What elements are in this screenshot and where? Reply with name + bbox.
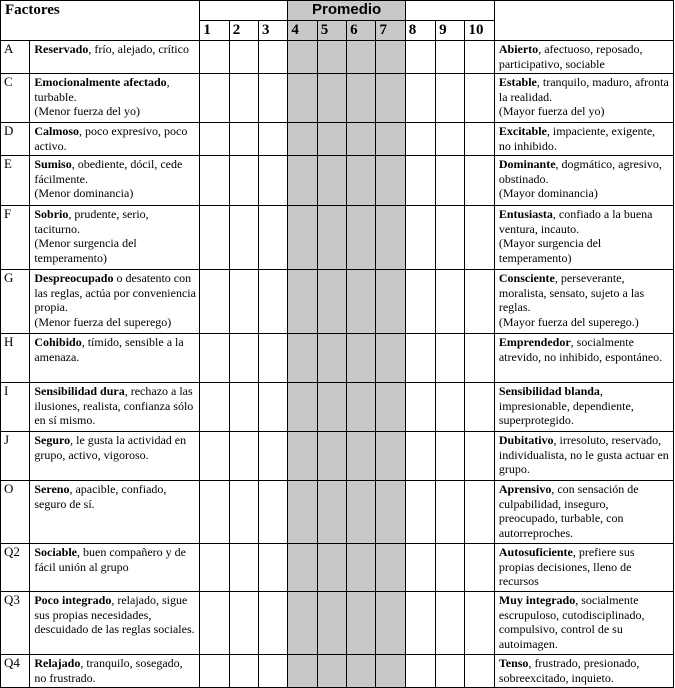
header-blank-right [405,1,494,21]
score-cell-3[interactable] [259,270,288,334]
factor-row [1,432,674,481]
score-cell-9[interactable] [436,270,465,334]
low-pole-trait: Poco integrado [34,593,112,607]
score-cell-10[interactable] [465,41,494,74]
score-cell-1[interactable] [200,270,229,334]
high-pole-trait: Emprendedor [498,335,571,349]
high-pole-trait: Entusiasta [498,207,553,221]
score-cell-8[interactable] [405,41,435,74]
low-pole-traits-rest: , le gusta la actividad en grupo, activo, vigoroso. [34,433,187,462]
low-pole-description [30,74,200,123]
low-pole-description [30,123,200,156]
score-cell-1[interactable] [200,481,229,544]
score-cell-3[interactable] [259,544,288,592]
high-pole-traits-rest: , perseverante, moralista, sensato, sujeto a las reglas. [498,271,645,314]
factor-code: A [1,41,30,74]
score-cell-9[interactable] [436,74,465,123]
low-pole-description [30,383,200,432]
score-cell-5[interactable] [317,123,346,156]
high-pole-trait: Tenso [498,656,529,670]
score-cell-2[interactable] [229,74,258,123]
scale-3: 3 [259,21,288,41]
score-cell-4[interactable] [288,592,317,655]
score-cell-8[interactable] [405,123,435,156]
low-pole-traits-rest: , relajado, sigue sus propias necesidades, descuidado de las reglas sociales. [34,593,195,636]
low-pole-description [30,432,200,481]
high-pole-traits-rest: , afectuoso, reposado, participativo, sociable [498,42,643,71]
score-cell-9[interactable] [436,334,465,383]
high-pole-traits-rest: , frustrado, presionado, sobreexcitado, inquieto. [498,656,640,685]
score-cell-5[interactable] [317,334,346,383]
score-cell-3[interactable] [259,383,288,432]
score-cell-10[interactable] [465,655,494,688]
score-cell-10[interactable] [465,270,494,334]
score-cell-4[interactable] [288,206,317,270]
high-pole-trait: Dominante [498,157,556,171]
scale-4: 4 [288,21,317,41]
factor-code: D [1,123,30,156]
factor-code: H [1,334,30,383]
high-pole-description [494,123,673,156]
score-cell-7[interactable] [376,432,405,481]
high-pole-note: (Mayor surgencia del temperamento) [498,236,602,265]
score-cell-7[interactable] [376,544,405,592]
scale-5: 5 [317,21,346,41]
low-pole-description [30,481,200,544]
score-cell-10[interactable] [465,592,494,655]
high-pole-description [494,270,673,334]
score-cell-5[interactable] [317,41,346,74]
factor-code: O [1,481,30,544]
low-pole-traits-rest: , prudente, serio, taciturno. [34,207,149,236]
high-pole-description [494,41,673,74]
score-cell-5[interactable] [317,655,346,688]
factor-row [1,156,674,206]
score-cell-9[interactable] [436,41,465,74]
score-cell-1[interactable] [200,432,229,481]
score-cell-9[interactable] [436,383,465,432]
score-cell-4[interactable] [288,334,317,383]
scale-2: 2 [229,21,258,41]
score-cell-3[interactable] [259,655,288,688]
score-cell-9[interactable] [436,544,465,592]
score-cell-1[interactable] [200,334,229,383]
factor-row [1,544,674,592]
low-pole-traits-rest: , tranquilo, sosegado, no frustrado. [34,656,183,685]
score-cell-10[interactable] [465,206,494,270]
score-cell-9[interactable] [436,123,465,156]
score-cell-3[interactable] [259,432,288,481]
low-pole-trait: Sensibilidad dura [34,384,125,398]
high-pole-note: (Mayor fuerza del yo) [498,104,605,118]
low-pole-trait: Sociable [34,545,78,559]
score-cell-4[interactable] [288,432,317,481]
score-cell-9[interactable] [436,481,465,544]
factor-code: G [1,270,30,334]
score-cell-4[interactable] [288,74,317,123]
score-cell-6[interactable] [347,156,376,206]
score-cell-1[interactable] [200,206,229,270]
score-cell-8[interactable] [405,655,435,688]
low-pole-description [30,544,200,592]
score-cell-7[interactable] [376,206,405,270]
high-pole-traits-rest: , confiado a la buena ventura, incauto. [498,207,653,236]
high-pole-description [494,655,673,688]
factor-code: Q4 [1,655,30,688]
score-cell-6[interactable] [347,592,376,655]
high-pole-description [494,481,673,544]
score-cell-4[interactable] [288,123,317,156]
score-cell-3[interactable] [259,334,288,383]
score-cell-4[interactable] [288,383,317,432]
score-cell-3[interactable] [259,206,288,270]
high-pole-description [494,383,673,432]
high-pole-trait: Dubitativo [498,433,554,447]
score-cell-10[interactable] [465,123,494,156]
score-cell-2[interactable] [229,592,258,655]
score-cell-1[interactable] [200,123,229,156]
score-cell-9[interactable] [436,592,465,655]
low-pole-trait: Seguro [34,433,71,447]
score-cell-7[interactable] [376,156,405,206]
low-pole-traits-rest: , rechazo a las ilusiones, realista, confianza sólo en sí mismo. [34,384,194,427]
score-cell-9[interactable] [436,432,465,481]
factor-row [1,74,674,123]
high-pole-description [494,74,673,123]
score-cell-5[interactable] [317,74,346,123]
score-cell-7[interactable] [376,334,405,383]
score-cell-8[interactable] [405,383,435,432]
score-cell-5[interactable] [317,383,346,432]
high-pole-description [494,544,673,592]
factor-row [1,41,674,74]
high-pole-description [494,334,673,383]
score-cell-10[interactable] [465,544,494,592]
low-pole-traits-rest: , apacible, confiado, seguro de sí. [34,482,167,511]
factor-row [1,123,674,156]
score-cell-3[interactable] [259,41,288,74]
low-pole-traits-rest: , poco expresivo, poco activo. [34,124,188,153]
score-cell-5[interactable] [317,544,346,592]
score-cell-1[interactable] [200,41,229,74]
score-cell-3[interactable] [259,592,288,655]
score-cell-6[interactable] [347,270,376,334]
score-cell-7[interactable] [376,655,405,688]
high-pole-description [494,432,673,481]
factor-row [1,270,674,334]
high-pole-traits-rest: , impaciente, exigente, no inhibido. [498,124,656,153]
score-cell-8[interactable] [405,156,435,206]
score-cell-7[interactable] [376,74,405,123]
score-cell-1[interactable] [200,156,229,206]
score-cell-8[interactable] [405,432,435,481]
low-pole-note: (Menor surgencia del temperamento) [34,236,137,265]
score-cell-3[interactable] [259,123,288,156]
score-cell-5[interactable] [317,156,346,206]
score-cell-9[interactable] [436,156,465,206]
score-cell-6[interactable] [347,655,376,688]
score-cell-2[interactable] [229,334,258,383]
low-pole-note: (Menor fuerza del yo) [34,104,140,118]
low-pole-trait: Relajado [34,656,81,670]
low-pole-traits-rest: o desatento con las reglas, actúa por conveniencia propia. [34,271,196,314]
score-cell-5[interactable] [317,481,346,544]
high-pole-traits-rest: , impresionable, dependiente, superprotegido. [498,384,634,427]
high-pole-description [494,156,673,206]
high-pole-traits-rest: , socialmente atrevido, no inhibido, espontáneo. [498,335,663,364]
score-cell-6[interactable] [347,74,376,123]
score-cell-7[interactable] [376,592,405,655]
score-cell-8[interactable] [405,334,435,383]
scale-10: 10 [465,21,494,41]
low-pole-description [30,655,200,688]
high-pole-note: (Mayor dominancia) [498,186,598,200]
score-cell-8[interactable] [405,544,435,592]
score-cell-3[interactable] [259,481,288,544]
score-cell-5[interactable] [317,592,346,655]
high-pole-trait: Aprensivo [498,482,552,496]
score-cell-1[interactable] [200,74,229,123]
score-cell-6[interactable] [347,206,376,270]
low-pole-description [30,334,200,383]
score-cell-6[interactable] [347,481,376,544]
scale-7: 7 [376,21,405,41]
factor-code: Q2 [1,544,30,592]
low-pole-traits-rest: , frío, alejado, crítico [88,42,189,56]
factor-code: J [1,432,30,481]
low-pole-trait: Calmoso [34,124,80,138]
score-cell-1[interactable] [200,655,229,688]
score-cell-6[interactable] [347,123,376,156]
high-pole-trait: Consciente [498,271,555,285]
score-cell-7[interactable] [376,270,405,334]
scale-1: 1 [200,21,229,41]
low-pole-traits-rest: , buen compañero y de fácil unión al grupo [34,545,186,574]
low-pole-description [30,270,200,334]
score-cell-7[interactable] [376,123,405,156]
score-cell-2[interactable] [229,481,258,544]
score-cell-2[interactable] [229,206,258,270]
score-cell-4[interactable] [288,41,317,74]
score-cell-8[interactable] [405,592,435,655]
score-cell-9[interactable] [436,655,465,688]
score-cell-9[interactable] [436,206,465,270]
low-pole-traits-rest: , obediente, dócil, cede fácilmente. [34,157,183,186]
low-pole-traits-rest: , turbable. [34,75,170,104]
factor-code: E [1,156,30,206]
high-pole-traits-rest: , irresoluto, reservado, individualista, no le gusta actuar en grupo. [498,433,669,476]
low-pole-trait: Despreocupado [34,271,114,285]
factor-row [1,206,674,270]
score-cell-8[interactable] [405,206,435,270]
score-cell-10[interactable] [465,432,494,481]
low-pole-trait: Reservado [34,42,89,56]
score-cell-2[interactable] [229,123,258,156]
scale-8: 8 [405,21,435,41]
score-cell-2[interactable] [229,270,258,334]
high-pole-description [494,206,673,270]
low-pole-description [30,592,200,655]
score-cell-10[interactable] [465,74,494,123]
score-cell-10[interactable] [465,156,494,206]
score-cell-3[interactable] [259,156,288,206]
high-pole-trait: Sensibilidad blanda [498,384,600,398]
score-cell-6[interactable] [347,432,376,481]
score-cell-2[interactable] [229,41,258,74]
score-cell-10[interactable] [465,334,494,383]
score-cell-10[interactable] [465,383,494,432]
score-cell-10[interactable] [465,481,494,544]
header-blank-high [494,1,673,41]
scale-9: 9 [436,21,465,41]
score-cell-5[interactable] [317,270,346,334]
low-pole-trait: Cohibido [34,335,82,349]
score-cell-4[interactable] [288,655,317,688]
score-cell-8[interactable] [405,74,435,123]
score-cell-6[interactable] [347,334,376,383]
score-cell-2[interactable] [229,655,258,688]
score-cell-1[interactable] [200,383,229,432]
low-pole-trait: Emocionalmente afectado [34,75,167,89]
low-pole-description [30,156,200,206]
score-cell-2[interactable] [229,432,258,481]
factor-row [1,655,674,688]
factor-code: F [1,206,30,270]
high-pole-traits-rest: , socialmente escrupuloso, cutodisciplinado, compulsivo, control de su autoimagen. [498,593,645,651]
score-cell-4[interactable] [288,156,317,206]
score-cell-2[interactable] [229,383,258,432]
score-cell-4[interactable] [288,481,317,544]
score-cell-6[interactable] [347,383,376,432]
high-pole-trait: Estable [498,75,537,89]
low-pole-description [30,206,200,270]
score-cell-4[interactable] [288,270,317,334]
promedio-header: Promedio [288,1,405,21]
high-pole-note: (Mayor fuerza del superego.) [498,314,639,329]
low-pole-trait: Sobrio [34,207,69,221]
high-pole-traits-rest: , dogmático, agresivo, obstinado. [498,157,662,186]
high-pole-traits-rest: , con sensación de culpabilidad, inseguro, preocupado, turbable, con autorreproches. [498,482,639,540]
high-pole-description [494,592,673,655]
score-cell-4[interactable] [288,544,317,592]
score-cell-5[interactable] [317,206,346,270]
factor-row [1,334,674,383]
factor-row [1,383,674,432]
header-blank-left [200,1,288,21]
score-cell-7[interactable] [376,481,405,544]
score-cell-5[interactable] [317,432,346,481]
score-cell-1[interactable] [200,592,229,655]
high-pole-trait: Abierto [498,42,539,56]
low-pole-note: (Menor fuerza del superego) [34,314,172,329]
high-pole-traits-rest: , prefiere sus propias decisiones, lleno de recursos [498,545,635,588]
score-cell-8[interactable] [405,481,435,544]
factor-code: I [1,383,30,432]
score-cell-1[interactable] [200,544,229,592]
high-pole-trait: Autosuficiente [498,545,573,559]
score-cell-8[interactable] [405,270,435,334]
score-cell-2[interactable] [229,544,258,592]
low-pole-description [30,41,200,74]
scale-6: 6 [347,21,376,41]
high-pole-traits-rest: , tranquilo, maduro, afronta la realidad. [498,75,669,104]
factor-row [1,592,674,655]
factores-header: Factores [1,1,200,41]
factor-code: Q3 [1,592,30,655]
low-pole-trait: Sereno [34,482,70,496]
score-cell-7[interactable] [376,383,405,432]
low-pole-note: (Menor dominancia) [34,186,134,200]
score-cell-7[interactable] [376,41,405,74]
score-cell-6[interactable] [347,41,376,74]
factor-code: C [1,74,30,123]
score-cell-3[interactable] [259,74,288,123]
high-pole-trait: Excitable [498,124,547,138]
score-cell-6[interactable] [347,544,376,592]
score-cell-2[interactable] [229,156,258,206]
low-pole-traits-rest: , tímido, sensible a la amenaza. [34,335,184,364]
factor-row [1,481,674,544]
high-pole-trait: Muy integrado [498,593,576,607]
low-pole-trait: Sumiso [34,157,72,171]
